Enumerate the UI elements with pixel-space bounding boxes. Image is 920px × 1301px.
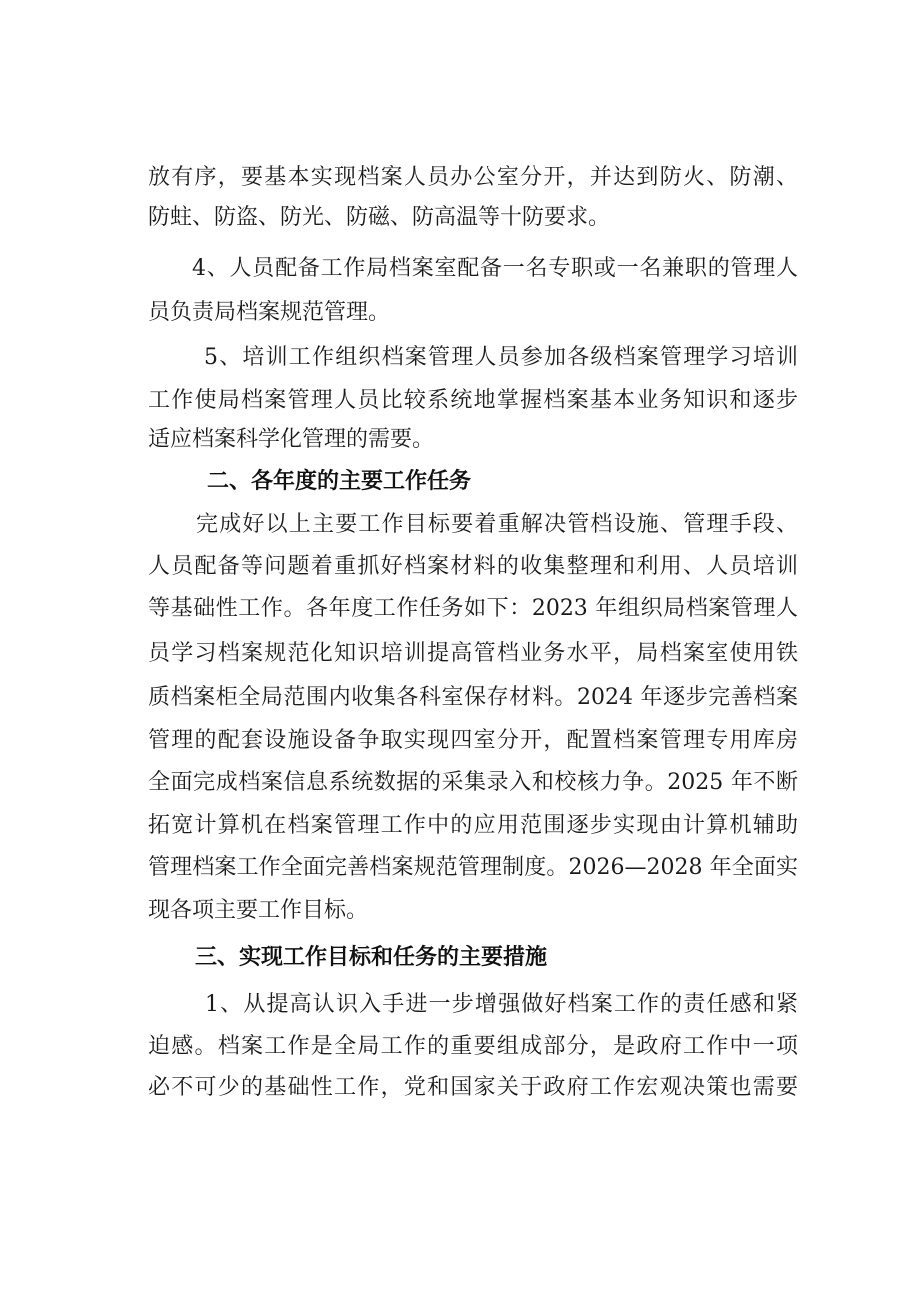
text-line: 4、人员配备工作局档案室配备一名专职或一名兼职的管理人 bbox=[192, 256, 798, 281]
section-heading: 二、各年度的主要工作任务 bbox=[207, 469, 472, 494]
section-heading: 三、实现工作目标和任务的主要措施 bbox=[195, 945, 548, 970]
text-line: 员学习档案规范化知识培训提高管档业务水平，局档案室使用铁 bbox=[148, 641, 798, 666]
text-line: 质档案柜全局范围内收集各科室保存材料。2024 年逐步完善档案 bbox=[148, 685, 798, 710]
text-line: 防蛀、防盗、防光、防磁、防高温等十防要求。 bbox=[148, 205, 611, 230]
text-line: 人员配备等问题着重抓好档案材料的收集整理和利用、人员培训 bbox=[148, 554, 798, 579]
text-line: 员负责局档案规范管理。 bbox=[148, 300, 391, 325]
text-line: 工作使局档案管理人员比较系统地掌握档案基本业务知识和逐步 bbox=[148, 388, 798, 413]
text-line: 适应档案科学化管理的需要。 bbox=[148, 427, 435, 452]
text-line: 1、从提高认识入手进一步增强做好档案工作的责任感和紧 bbox=[205, 992, 798, 1017]
text-line: 管理的配套设施设备争取实现四室分开，配置档案管理专用库房 bbox=[148, 728, 798, 753]
text-line: 5、培训工作组织档案管理人员参加各级档案管理学习培训 bbox=[204, 345, 798, 370]
text-line: 等基础性工作。各年度工作任务如下：2023 年组织局档案管理人 bbox=[148, 596, 798, 621]
text-line: 完成好以上主要工作目标要着重解决管档设施、管理手段、 bbox=[196, 512, 798, 537]
text-line: 现各项主要工作目标。 bbox=[148, 898, 369, 923]
text-line: 管理档案工作全面完善档案规范管理制度。2026—2028 年全面实 bbox=[148, 855, 798, 880]
text-line: 全面完成档案信息系统数据的采集录入和校核力争。2025 年不断 bbox=[148, 770, 798, 795]
text-line: 迫感。档案工作是全局工作的重要组成部分，是政府工作中一项 bbox=[148, 1034, 798, 1059]
text-line: 必不可少的基础性工作，党和国家关于政府工作宏观决策也需要 bbox=[148, 1075, 798, 1100]
text-line: 放有序，要基本实现档案人员办公室分开，并达到防火、防潮、 bbox=[148, 165, 798, 190]
text-line: 拓宽计算机在档案管理工作中的应用范围逐步实现由计算机辅助 bbox=[148, 813, 798, 838]
